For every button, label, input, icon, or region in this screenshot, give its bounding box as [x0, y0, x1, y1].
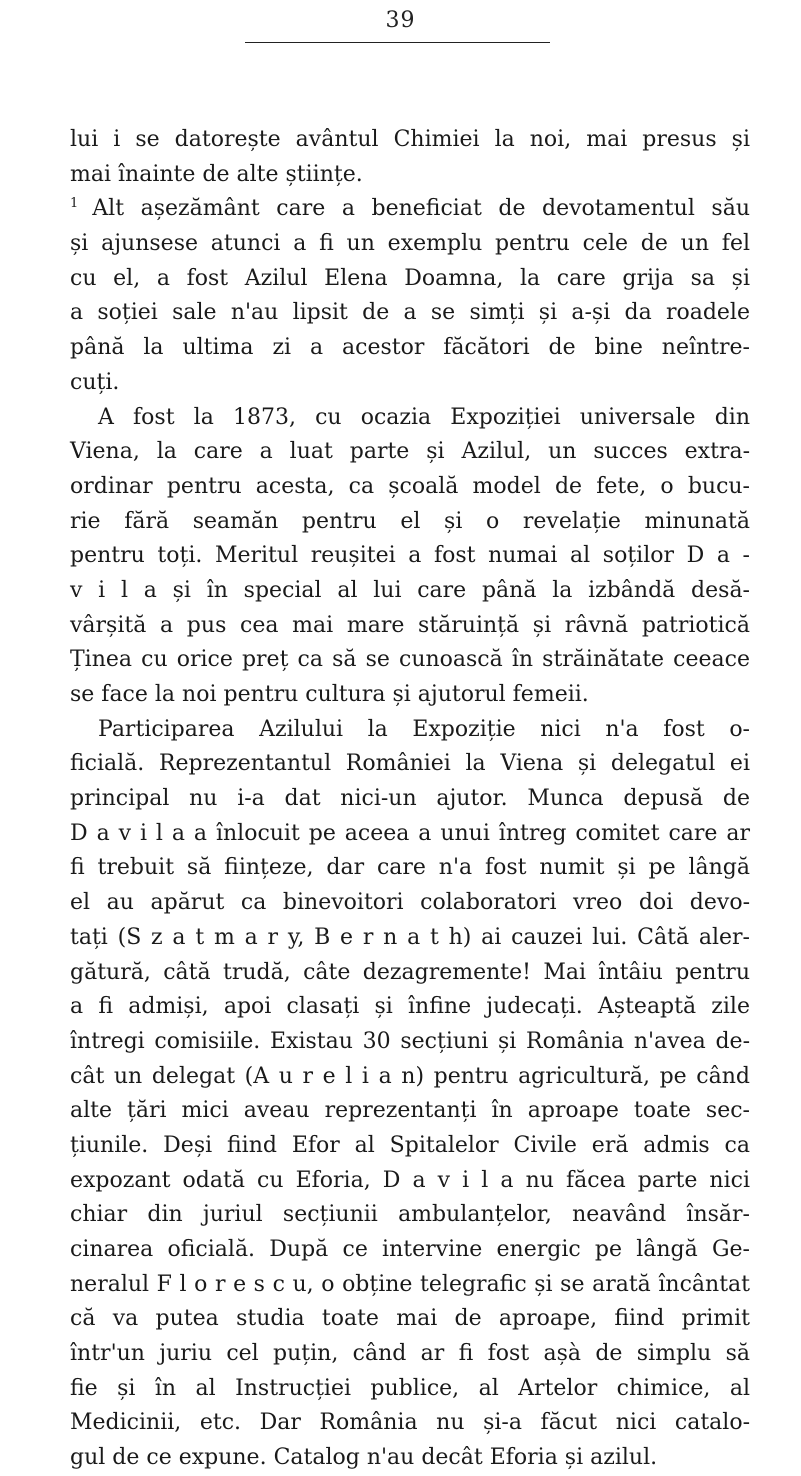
text-line: chiar din juriul secțiunii ambulanțelor, neavând însăr- [70, 1202, 750, 1228]
text-line: și ajunsese atunci a fi un exemplu pentru cele de un fel [70, 231, 750, 257]
header-rule [245, 42, 550, 43]
text-line: el au apărut ca binevoitori colaboratori vreo doi devo- [70, 890, 750, 916]
text-line: Medicinii, etc. Dar România nu și-a făcut nici catalo- [70, 1410, 750, 1436]
text-line: pentru toți. Meritul reușitei a fost numai al soților D a - [70, 543, 750, 569]
text-line: gul de ce expune. Catalog n'au decât Eforia și azilul. [70, 1445, 658, 1471]
text-line: se face la noi pentru cultura și ajutorul femeii. [70, 682, 589, 707]
footnote-marker: 1 [70, 196, 79, 212]
text-line: mai înainte de alte științe. [70, 161, 363, 187]
text-line: ficială. Reprezentantul României la Viena și delegatul ei [70, 751, 750, 777]
body-text [70, 123, 750, 1476]
text-line: cinarea oficială. După ce intervine energic pe lângă Ge- [70, 1237, 750, 1262]
text-line: cu el, a fost Azilul Elena Doamna, la care grija sa și [70, 265, 750, 291]
text-line: Participarea Azilului la Expoziție nici n'a fost o- [98, 716, 750, 742]
text-line: cuți. [70, 369, 120, 395]
text-line: Viena, la care a luat parte și Azilul, un succes extra- [70, 439, 750, 465]
text-line: lui i se datorește avântul Chimiei la noi, mai presus și [70, 127, 750, 152]
text-line: D a v i l a a înlocuit pe aceea a unui întreg comitet care ar [70, 820, 750, 846]
text-line: ordinar pentru acesta, ca școală model de fete, o bucu- [70, 473, 750, 499]
text-line: întregi comisiile. Existau 30 secțiuni și România n'avea de- [70, 1028, 750, 1054]
text-line: a fi admiși, apoi clasați și înfine judecați. Așteaptă zile [70, 994, 750, 1020]
text-line: principal nu i-a dat nici-un ajutor. Munca depusă de [70, 786, 750, 812]
text-line: a soției sale n'au lipsit de a se simți și a-și da roadele [70, 300, 750, 326]
text-line: v i l a și în special al lui care până la izbândă desă- [70, 577, 750, 603]
text-line: până la ultima zi a acestor făcători de bine neîntre- [70, 335, 750, 361]
text-line: că va putea studia toate mai de aproape, fiind primit [70, 1306, 750, 1332]
text-line: tați (S z a t m a r y, B e r n a t h) ai cauzei lui. Câtă aler- [70, 924, 750, 950]
text-line: fie și în al Instrucției publice, al Artelor chimice, al [70, 1375, 750, 1401]
text-line: fi trebuit să ființeze, dar care n'a fost numit și pe lângă [70, 855, 750, 881]
text-line [70, 192, 750, 227]
text-line-content: Alt așezământ care a beneficiat de devotamentul său [92, 196, 750, 222]
text-line: vârșită a pus cea mai mare stăruință și râvnă patriotică [70, 612, 750, 638]
text-line: rie fără seamăn pentru el și o revelație minunată [70, 508, 750, 534]
text-line: A fost la 1873, cu ocazia Expoziției universale din [98, 404, 750, 430]
text-line: expozant odată cu Eforia, D a v i l a nu făcea parte nici [70, 1167, 750, 1193]
page-number: 39 [385, 8, 416, 33]
text-line: alte țări mici aveau reprezentanți în aproape toate sec- [70, 1098, 750, 1124]
text-line: Ținea cu orice preț ca să se cunoască în străinătate ceeace [70, 647, 750, 673]
text-line: gătură, câtă trudă, câte dezagremente! Mai întâiu pentru [70, 959, 750, 985]
text-line: neralul F l o r e s c u, o obține telegrafic și se arată încântat [70, 1271, 750, 1297]
text-line: țiunile. Deși fiind Efor al Spitalelor Civile eră admis ca [70, 1132, 750, 1158]
text-line: cât un delegat (A u r e l i a n) pentru agricultură, pe când [70, 1063, 750, 1089]
text-line: într'un juriu cel puțin, când ar fi fost așà de simplu să [70, 1341, 750, 1367]
